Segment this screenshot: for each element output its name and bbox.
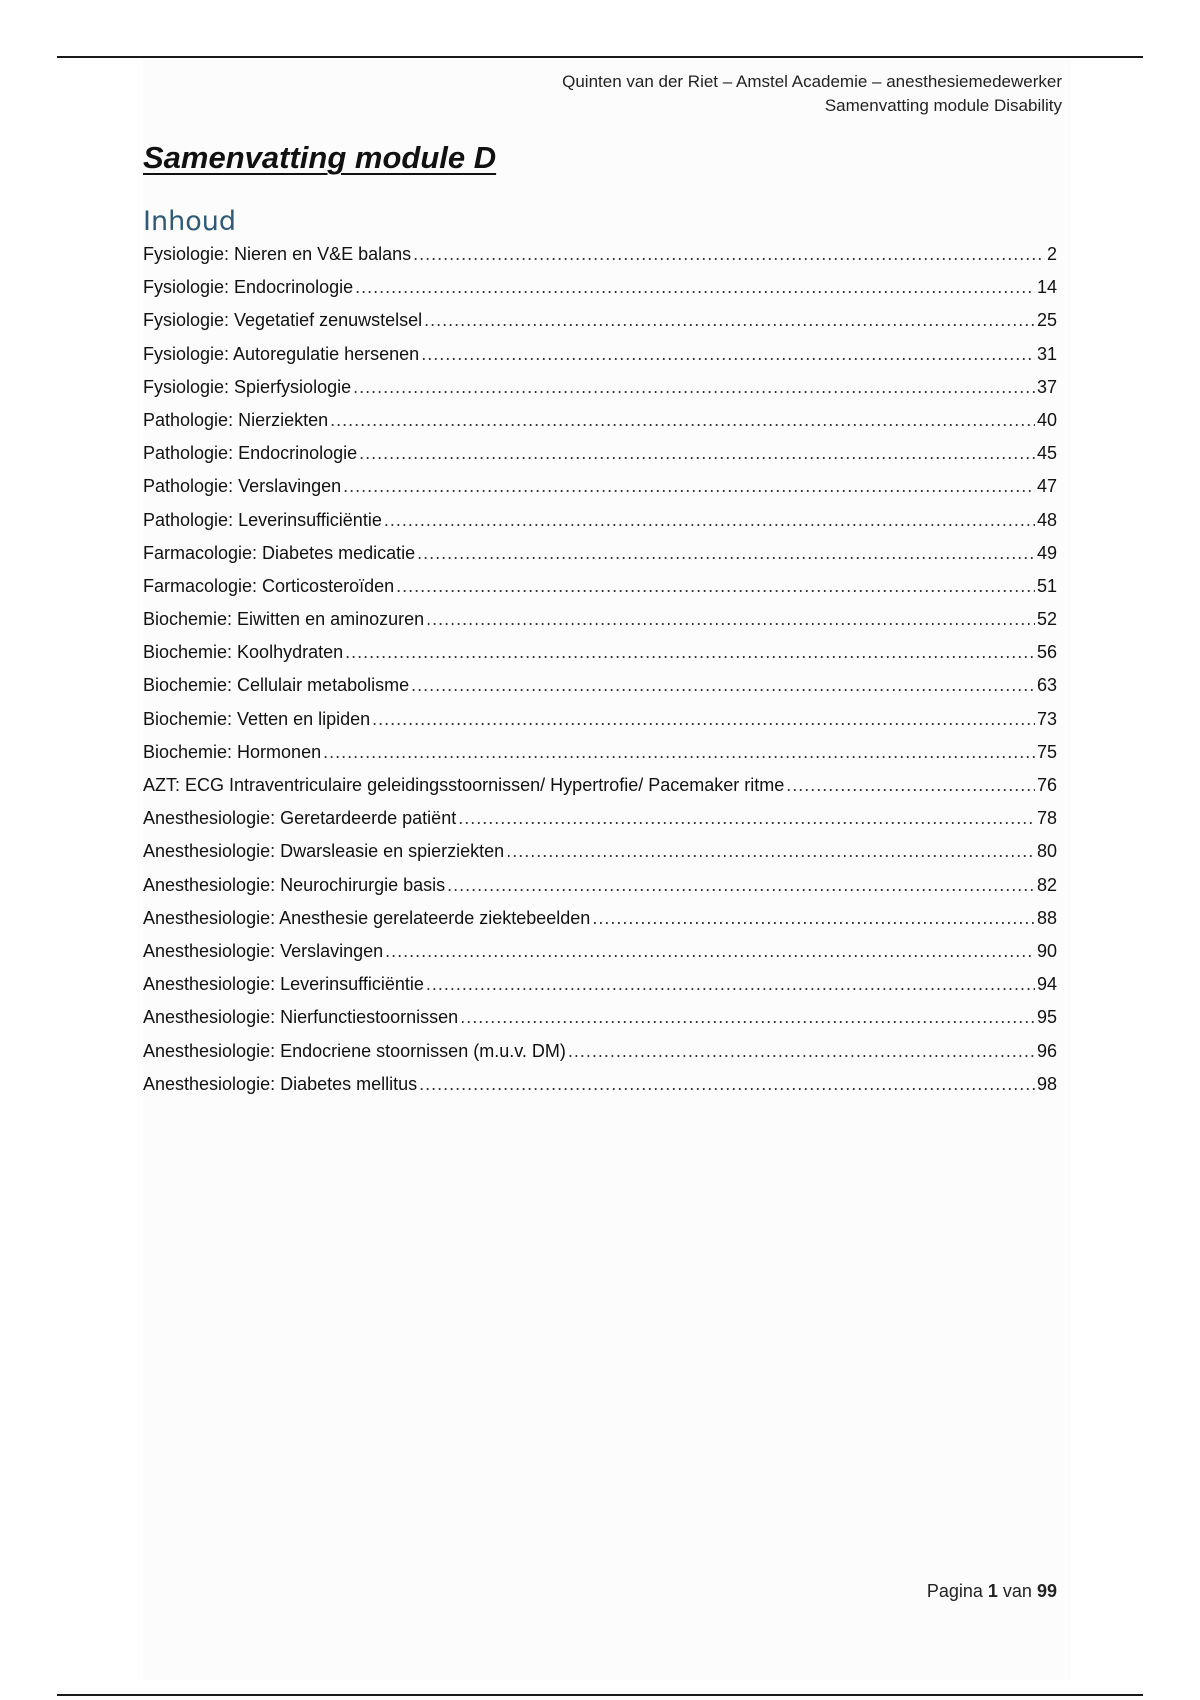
header-module-line: Samenvatting module Disability (824, 96, 1062, 115)
toc-dot-leader (345, 642, 1035, 663)
toc-entry[interactable] (143, 476, 1057, 509)
toc-dot-leader (424, 310, 1035, 331)
toc-entry-page-number: 51 (1036, 575, 1057, 596)
table-of-contents (143, 244, 1057, 1107)
toc-entry[interactable] (143, 974, 1057, 1007)
document-title: Samenvatting module D (143, 140, 497, 175)
toc-entry-label: Anesthesiologie: Nierfunctiestoornissen (143, 1007, 459, 1028)
footer-total-pages: 99 (1036, 1581, 1057, 1601)
toc-entry[interactable] (143, 808, 1057, 841)
running-header (562, 70, 1062, 118)
toc-entry[interactable] (143, 576, 1057, 609)
toc-entry[interactable] (143, 377, 1057, 410)
toc-dot-leader (323, 742, 1035, 763)
toc-dot-leader (417, 543, 1035, 564)
toc-dot-leader (359, 443, 1035, 464)
toc-entry-label: Anesthesiologie: Neurochirurgie basis (143, 874, 446, 895)
toc-entry[interactable] (143, 908, 1057, 941)
toc-entry-label: Farmacologie: Corticosteroïden (143, 575, 395, 596)
footer-prefix: Pagina (926, 1581, 983, 1601)
toc-entry-label: AZT: ECG Intraventriculaire geleidingsstoornissen/ Hypertrofie/ Pacemaker ritme (143, 775, 785, 795)
toc-entry-page-number: 40 (1036, 409, 1057, 430)
toc-entry-label: Biochemie: Hormonen (143, 741, 322, 762)
toc-entry-label: Anesthesiologie: Verslavingen (143, 940, 384, 961)
toc-entry-page-number: 96 (1036, 1040, 1057, 1061)
toc-dot-leader (786, 775, 1035, 796)
toc-entry-page-number: 2 (1046, 244, 1057, 264)
toc-dot-leader (353, 377, 1035, 398)
toc-entry-page-number: 45 (1036, 443, 1057, 464)
toc-entry-label: Anesthesiologie: Leverinsufficiëntie (143, 974, 424, 995)
footer-current-page: 1 (987, 1581, 998, 1601)
toc-entry[interactable] (143, 443, 1057, 476)
toc-entry[interactable] (143, 609, 1057, 642)
toc-dot-leader (426, 974, 1035, 995)
toc-entry[interactable] (143, 410, 1057, 443)
toc-entry-label: Anesthesiologie: Anesthesie gerelateerde ziektebeelden (143, 907, 591, 928)
toc-entry[interactable] (143, 244, 1057, 277)
toc-entry-label: Biochemie: Koolhydraten (143, 642, 344, 663)
toc-entry[interactable] (143, 510, 1057, 543)
toc-entry[interactable] (143, 941, 1057, 974)
footer-separator: van (1002, 1581, 1032, 1601)
toc-dot-leader (458, 808, 1035, 829)
toc-dot-leader (372, 709, 1035, 730)
toc-entry[interactable] (143, 742, 1057, 775)
toc-entry[interactable] (143, 875, 1057, 908)
toc-dot-leader (343, 476, 1035, 497)
toc-entry-page-number: 37 (1036, 376, 1057, 397)
top-rule (57, 56, 1143, 58)
toc-entry[interactable] (143, 709, 1057, 742)
toc-entry-label: Pathologie: Verslavingen (143, 476, 342, 497)
toc-entry-label: Anesthesiologie: Endocriene stoornissen (m.u.v. DM) (143, 1040, 566, 1061)
toc-entry-page-number: 82 (1036, 874, 1057, 895)
toc-entry-label: Farmacologie: Diabetes medicatie (143, 542, 416, 563)
toc-dot-leader (419, 1074, 1035, 1095)
toc-entry-page-number: 49 (1036, 542, 1057, 563)
toc-entry-page-number: 25 (1036, 310, 1057, 331)
toc-entry-label: Anesthesiologie: Diabetes mellitus (143, 1073, 418, 1094)
toc-entry-label: Biochemie: Eiwitten en aminozuren (143, 609, 425, 630)
toc-entry[interactable] (143, 277, 1057, 310)
toc-entry[interactable] (143, 841, 1057, 874)
toc-dot-leader (411, 675, 1035, 696)
toc-entry-page-number: 31 (1036, 343, 1057, 364)
toc-dot-leader (355, 277, 1035, 298)
toc-entry-page-number: 90 (1036, 940, 1057, 961)
toc-dot-leader (460, 1007, 1035, 1028)
toc-entry-label: Anesthesiologie: Geretardeerde patiënt (143, 808, 457, 829)
toc-entry-label: Biochemie: Cellulair metabolisme (143, 675, 410, 696)
toc-dot-leader (413, 244, 1045, 265)
toc-entry-page-number: 63 (1036, 675, 1057, 696)
toc-entry-label: Pathologie: Endocrinologie (143, 443, 358, 464)
toc-entry-label: Pathologie: Nierziekten (143, 409, 329, 430)
toc-entry[interactable] (143, 1007, 1057, 1040)
toc-dot-leader (396, 576, 1035, 597)
toc-entry-page-number: 52 (1036, 609, 1057, 630)
toc-entry-label: Fysiologie: Spierfysiologie (143, 376, 352, 397)
toc-entry-page-number: 76 (1036, 775, 1057, 795)
toc-dot-leader (506, 841, 1035, 862)
toc-entry-label: Pathologie: Leverinsufficiëntie (143, 509, 382, 530)
toc-entry[interactable] (143, 310, 1057, 343)
header-author-line: Quinten van der Riet – Amstel Academie – anesthesiemedewerker (562, 72, 1062, 91)
toc-entry[interactable] (143, 775, 1057, 808)
toc-heading: Inhoud (143, 206, 236, 237)
toc-dot-leader (330, 410, 1035, 431)
toc-entry-page-number: 73 (1036, 708, 1057, 729)
toc-entry-page-number: 80 (1036, 841, 1057, 862)
toc-entry-label: Fysiologie: Autoregulatie hersenen (143, 343, 420, 364)
toc-entry-page-number: 47 (1036, 476, 1057, 497)
toc-entry[interactable] (143, 344, 1057, 377)
toc-entry-label: Fysiologie: Vegetatief zenuwstelsel (143, 310, 423, 331)
toc-dot-leader (592, 908, 1035, 929)
toc-dot-leader (568, 1041, 1035, 1062)
toc-entry-page-number: 88 (1036, 907, 1057, 928)
toc-dot-leader (421, 344, 1035, 365)
page-footer (927, 1581, 1057, 1602)
toc-entry-label: Fysiologie: Endocrinologie (143, 277, 354, 298)
toc-entry[interactable] (143, 675, 1057, 708)
toc-entry[interactable] (143, 1074, 1057, 1107)
toc-entry-page-number: 94 (1036, 974, 1057, 995)
toc-dot-leader (426, 609, 1035, 630)
toc-entry-page-number: 75 (1036, 741, 1057, 762)
toc-entry[interactable] (143, 1041, 1057, 1074)
toc-entry-label: Fysiologie: Nieren en V&E balans (143, 244, 412, 264)
toc-entry-page-number: 48 (1036, 509, 1057, 530)
toc-dot-leader (385, 941, 1035, 962)
toc-entry-page-number: 98 (1036, 1073, 1057, 1094)
toc-entry-page-number: 95 (1036, 1007, 1057, 1028)
toc-entry-page-number: 14 (1036, 277, 1057, 298)
toc-entry-page-number: 78 (1036, 808, 1057, 829)
toc-entry-label: Anesthesiologie: Dwarsleasie en spierziekten (143, 841, 505, 862)
toc-dot-leader (384, 510, 1035, 531)
toc-entry[interactable] (143, 642, 1057, 675)
bottom-rule (57, 1694, 1143, 1696)
toc-entry[interactable] (143, 543, 1057, 576)
toc-entry-label: Biochemie: Vetten en lipiden (143, 708, 371, 729)
toc-entry-page-number: 56 (1036, 642, 1057, 663)
toc-dot-leader (447, 875, 1035, 896)
